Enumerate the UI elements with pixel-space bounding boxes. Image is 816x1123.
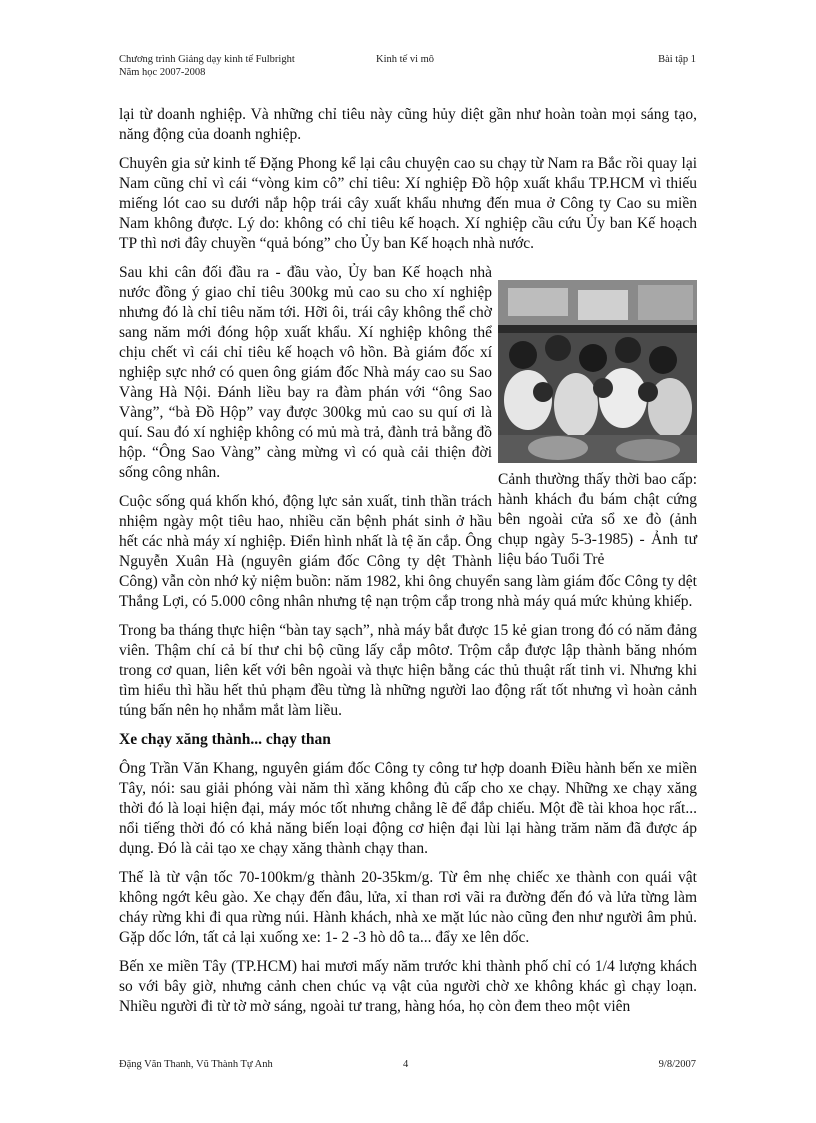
page-header-left (119, 53, 295, 79)
paragraph-5: Trong ba tháng thực hiện “bàn tay sạch”, nhà máy bắt được 15 kẻ gian trong đó có năm đảng viên. Thậm chí cả bí thư chi bộ cũng lấy cắp môtơ. Trộm cắp được lập thành băng nhóm trong cơ quan, liên kết với bên ngoài và thực hiện bằng các thủ thuật rất tinh vi. Nhưng khi tìm hiểu thì hầu hết thủ phạm đều từng là những người lao động rất tốt nhưng vì hoàn cảnh túng bấn nên họ nhắm mắt làm liều. (119, 622, 697, 719)
footer-page-number: 4 (403, 1059, 409, 1070)
paragraph-1: lại từ doanh nghiệp. Và những chỉ tiêu này cũng hủy diệt gần như hoàn toàn mọi sáng tạo, năng động của doanh nghiệp. (119, 106, 697, 143)
header-course: Kinh tế vi mô (376, 54, 435, 65)
figure-caption: Cảnh thường thấy thời bao cấp: hành khách đu bám chật cứng bên ngoài cửa sổ xe đò (ảnh chụp ngày 5-3-1985) - Ảnh tư liệu báo Tuổi Trẻ (498, 471, 697, 568)
paragraph-6: Ông Trần Văn Khang, nguyên giám đốc Công ty công tư hợp doanh Điều hành bến xe miền Tây, nói: sau giải phóng vài năm thì xăng không đủ cấp cho xe chạy. Những xe chạy xăng thời đó là loại hiện đại, máy móc tốt nhưng chẳng lẽ để đắp chiếu. Một đề tài khoa học rất... nổi tiếng thời đó có khả năng biến loại động cơ hiện đại lùi lại hàng trăm năm đã được áp dụng. Đó là cải tạo xe chạy xăng thành chạy than. (119, 760, 697, 857)
paragraph-8: Bến xe miền Tây (TP.HCM) hai mươi mấy năm trước khi thành phố chỉ có 1/4 lượng khách so với bây giờ, nhưng cảnh chen chúc vạ vật của người chờ xe không khác gì chạy loạn. Nhiều người đi từ tờ mờ sáng, ngoài tư trang, hàng hóa, họ còn đem theo một viên (119, 958, 697, 1015)
header-program: Chương trình Giảng dạy kinh tế Fulbright (119, 54, 295, 65)
paragraph-3: Sau khi cân đối đầu ra - đầu vào, Ủy ban Kế hoạch nhà nước đồng ý giao chỉ tiêu 300kg mủ cao su cho xí nghiệp nhưng đó là chỉ tiêu năm tới. Hỡi ôi, trái cây không thể chờ sang năm mới đóng hộp xuất khẩu. Xí nghiệp không thể chịu chết vì cái chỉ tiêu kế hoạch vô hồn. Bà giám đốc xí nghiệp sực nhớ có quen ông giám đốc Nhà máy cao su Sao Vàng Hà Nội. Đánh liều bay ra đàm phán với “ông Sao Vàng”, “bà Đồ Hộp” vay được 300kg mủ cao su quí ơi là quí. Sau đó xí nghiệp không có mủ mà trả, đành trả bằng đồ hộp. “Ông Sao Vàng” càng mừng vì có quà cải thiện đời sống công nhân. (119, 264, 492, 481)
footer-authors: Đặng Văn Thanh, Vũ Thành Tự Anh (119, 1059, 273, 1070)
paragraph-7: Thế là từ vận tốc 70-100km/g thành 20-35km/g. Từ êm nhẹ chiếc xe thành con quái vật không ngớt kêu gào. Xe chạy đến đâu, lửa, xỉ than rơi vãi ra đường đến đó và lửa từng làm cháy rừng khi đi qua rừng núi. Hành khách, nhà xe mặt lúc nào cũng đen như người âm phủ. Gặp dốc lớn, tất cả lại xuống xe: 1- 2 -3 hò dô ta... đẩy xe lên dốc. (119, 869, 697, 946)
paragraph-2: Chuyên gia sử kinh tế Đặng Phong kể lại câu chuyện cao su chạy từ Nam ra Bắc rồi quay lại Nam cũng chỉ vì cái “vòng kim cô” chỉ tiêu: Xí nghiệp Đồ hộp xuất khẩu TP.HCM vì thiếu miếng lót cao su dưới nắp hộp trái cây xuất khẩu nhưng đến mua ở Công ty Cao su miền Nam không được. Lý do: không có chỉ tiêu kế hoạch. Xí nghiệp cầu cứu Ủy ban Kế hoạch TP thì nơi đây chuyền “quả bóng” cho Ủy ban Kế hoạch nhà nước. (119, 155, 697, 252)
figure (498, 280, 697, 570)
footer-date: 9/8/2007 (658, 1059, 696, 1070)
section-heading: Xe chạy xăng thành... chạy than (119, 731, 331, 748)
photo-image (498, 280, 697, 463)
photo-bus-passengers (498, 280, 697, 463)
header-year: Năm học 2007-2008 (119, 67, 206, 78)
paragraph-4: Cuộc sống quá khốn khó, động lực sản xuất, tinh thần trách nhiệm ngày một tiêu hao, nhiều căn bệnh phát sinh ở hầu hết các nhà máy xí nghiệp. Điển hình nhất là tệ ăn cắp. Ông Nguyễn Xuân Hà (nguyên giám đốc Công ty dệt Thành Công) vẫn còn nhớ kỷ niệm buồn: năm 1982, khi ông chuyển sang làm giám đốc Công ty dệt Thắng Lợi, có 5.000 công nhân nhưng tệ nạn trộm cắp trong nhà máy quá mức khủng khiếp. (119, 493, 697, 610)
document-body (119, 105, 697, 1026)
header-assignment: Bài tập 1 (658, 54, 696, 65)
